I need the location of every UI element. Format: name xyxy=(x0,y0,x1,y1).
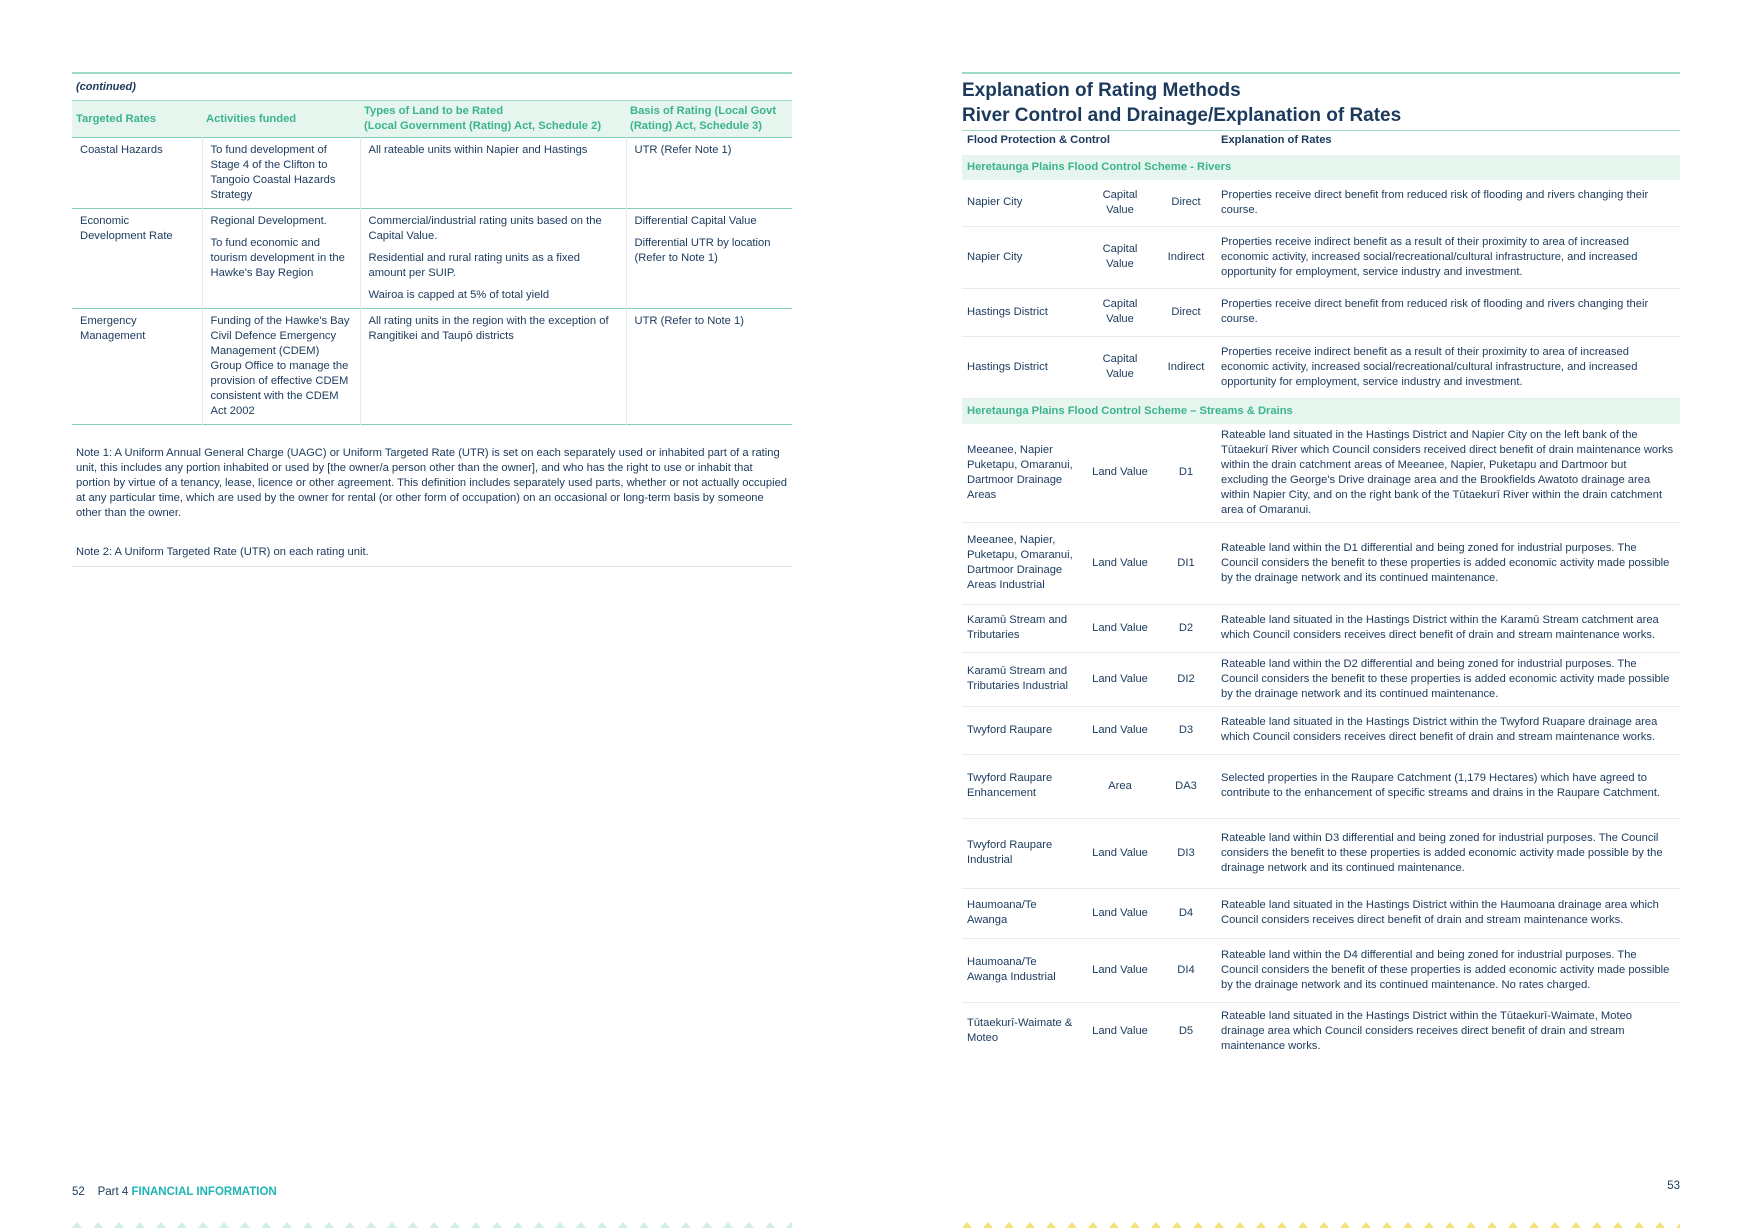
area-name: Hastings District xyxy=(962,288,1084,336)
rating-code: DI4 xyxy=(1156,938,1216,1002)
river-control-table xyxy=(962,128,1680,1060)
rating-value: Land Value xyxy=(1092,1024,1148,1037)
explanation: Rateable land within the D2 differential and being zoned for industrial purposes. The Council considers the benefit to these properties is added economic activity made possible by the drainage network and its continued maintenance. xyxy=(1216,652,1680,706)
area-name: Twyford Raupare xyxy=(962,706,1084,754)
explanation: Rateable land situated in the Hastings District within the Karamū Stream catchment area which Council considers receives direct benefit of drain and stream maintenance works. xyxy=(1216,604,1680,652)
header-targeted-rates: Targeted Rates xyxy=(72,101,202,138)
header-basis-line2: (Rating) Act, Schedule 3) xyxy=(630,120,762,132)
table-row xyxy=(962,754,1680,818)
explanation: Properties receive direct benefit from reduced risk of flooding and rivers changing their course. xyxy=(1216,180,1680,226)
table-row xyxy=(962,938,1680,1002)
note-1: Note 1: A Uniform Annual General Charge (UAGC) or Uniform Targeted Rate (UTR) is set on each separately used or inhabited part of a rating unit, this includes any portion inhabited or used by [the owner/a person other than the owner], and who has the right to use or inhabit that portion by virtue of a tenancy, lease, licence or other agreement. This definition includes separately used parts, whether or not actually occupied at any particular time, which are used by the owner for rental (or other form of occupation) on an occasional or long-term basis by someone other than the owner. xyxy=(76,447,788,519)
table-row xyxy=(962,1002,1680,1060)
rating-code: Direct xyxy=(1156,180,1216,226)
rating-code: D2 xyxy=(1156,604,1216,652)
header-basis-line1: Basis of Rating (Local Govt xyxy=(630,105,777,117)
rating-value: Land Value xyxy=(1084,604,1156,652)
header-types-of-land-line2: (Local Government (Rating) Act, Schedule 2) xyxy=(364,120,602,132)
rating-value: Capital Value xyxy=(1084,288,1156,336)
header-activities-funded: Activities funded xyxy=(202,101,360,138)
rating-code: DI1 xyxy=(1156,522,1216,604)
rating-value: Land Value xyxy=(1084,522,1156,604)
explanation: Rateable land within D3 differential and being zoned for industrial purposes. The Council considers the benefit to these properties is added economic activity made possible by the drainage network and its continued maintenance. xyxy=(1216,818,1680,888)
explanation: Selected properties in the Raupare Catchment (1,179 Hectares) which have agreed to contribute to the enhancement of specific streams and drains in the Raupare Catchment. xyxy=(1216,754,1680,818)
rating-code: DI2 xyxy=(1156,652,1216,706)
rating-code: Indirect xyxy=(1156,226,1216,288)
title-block xyxy=(962,72,1680,131)
table-row xyxy=(72,209,792,309)
left-page xyxy=(72,0,792,1229)
rating-code: D1 xyxy=(1156,424,1216,523)
land-text: All rateable units within Napier and Hastings xyxy=(368,144,588,156)
page-title: Explanation of Rating Methods xyxy=(962,80,1241,101)
targeted-rate-cell: Emergency Management xyxy=(80,315,146,342)
activities-text: To fund economic and tourism development in the Hawke's Bay Region xyxy=(210,237,345,279)
area-name: Napier City xyxy=(962,226,1084,288)
header-types-of-land-line1: Types of Land to be Rated xyxy=(364,105,504,117)
table-row xyxy=(962,522,1680,604)
basis-text: Differential UTR by location (Refer to Note 1) xyxy=(634,237,771,264)
activities-text: To fund development of Stage 4 of the Clifton to Tangoio Coastal Hazards Strategy xyxy=(210,144,336,201)
footer-part: Part 4 xyxy=(97,1186,129,1198)
area-name: Twyford Raupare Industrial xyxy=(962,818,1084,888)
rating-value: Capital Value xyxy=(1084,226,1156,288)
footer-left xyxy=(72,1186,277,1198)
section-header-rivers: Heretaunga Plains Flood Control Scheme - Rivers xyxy=(962,155,1680,180)
basis-cell xyxy=(626,309,792,425)
rating-value: Land Value xyxy=(1084,706,1156,754)
land-cell xyxy=(360,209,626,309)
table-row xyxy=(962,818,1680,888)
table-row xyxy=(72,138,792,209)
area-name: Karamū Stream and Tributaries Industrial xyxy=(962,652,1084,706)
land-text: Wairoa is capped at 5% of total yield xyxy=(368,289,550,301)
land-text: Commercial/industrial rating units based on the Capital Value. xyxy=(368,215,602,242)
area-name: Haumoana/Te Awanga Industrial xyxy=(962,938,1084,1002)
table-row xyxy=(962,336,1680,398)
area-name: Napier City xyxy=(962,180,1084,226)
table-row xyxy=(962,180,1680,226)
targeted-rate-cell: Economic Development Rate xyxy=(80,215,173,242)
explanation: Rateable land situated in the Hastings District within the Tūtaekurī-Waimate, Moteo drainage area which Council considers receives direct benefit of drain and stream maintenance works. xyxy=(1221,1009,1633,1052)
activities-text: Funding of the Hawke's Bay Civil Defence Emergency Management (CDEM) Group Office to manage the provision of effective CDEM consistent with the CDEM Act 2002 xyxy=(210,315,350,417)
basis-cell xyxy=(626,138,792,209)
footer-right xyxy=(1667,1180,1680,1192)
explanation: Properties receive indirect benefit as a result of their proximity to area of increased economic activity, increased social/recreational/cultural infrastructure, and increased opportunity for employment, service industry and investment. xyxy=(1216,226,1680,288)
rating-value: Capital Value xyxy=(1084,180,1156,226)
rating-value: Land Value xyxy=(1084,818,1156,888)
land-text: Residential and rural rating units as a fixed amount per SUIP. xyxy=(368,252,580,279)
page-number: 52 xyxy=(72,1186,85,1198)
rating-value: Land Value xyxy=(1084,652,1156,706)
rating-code: D5 xyxy=(1178,1024,1194,1037)
land-cell xyxy=(360,138,626,209)
rating-value: Land Value xyxy=(1084,424,1156,523)
land-text: All rating units in the region with the exception of Rangitikei and Taupō districts xyxy=(368,315,609,342)
activities-cell xyxy=(202,209,360,309)
targeted-rate-cell: Coastal Hazards xyxy=(80,144,163,156)
table-row xyxy=(962,706,1680,754)
area-name: Tūtaekurī-Waimate & Moteo xyxy=(967,1017,1073,1045)
rating-code: D4 xyxy=(1156,888,1216,938)
rating-value: Capital Value xyxy=(1084,336,1156,398)
page-number: 53 xyxy=(1667,1180,1680,1192)
table-row xyxy=(962,888,1680,938)
decorative-border-left xyxy=(72,1222,792,1229)
table-row xyxy=(962,288,1680,336)
basis-cell xyxy=(626,209,792,309)
area-name: Hastings District xyxy=(962,336,1084,398)
rating-code: Indirect xyxy=(1156,336,1216,398)
rating-code: D3 xyxy=(1156,706,1216,754)
land-cell xyxy=(360,309,626,425)
header-explanation: Explanation of Rates xyxy=(1221,134,1332,146)
table-row xyxy=(962,226,1680,288)
rating-value: Area xyxy=(1084,754,1156,818)
header-flood-protection: Flood Protection & Control xyxy=(967,134,1110,146)
rating-value: Land Value xyxy=(1084,888,1156,938)
rating-code: Direct xyxy=(1156,288,1216,336)
decorative-border-right xyxy=(962,1222,1680,1229)
targeted-rates-table xyxy=(72,72,792,425)
basis-text: UTR (Refer to Note 1) xyxy=(634,315,744,327)
area-name: Meeanee, Napier Puketapu, Omaranui, Dartmoor Drainage Areas xyxy=(962,424,1084,523)
continued-label: (continued) xyxy=(76,81,136,93)
area-name: Karamū Stream and Tributaries xyxy=(962,604,1084,652)
footer-section: FINANCIAL INFORMATION xyxy=(131,1186,277,1198)
note-2: Note 2: A Uniform Targeted Rate (UTR) on each rating unit. xyxy=(72,545,792,567)
explanation: Rateable land within the D1 differential and being zoned for industrial purposes. The Council considers the benefit to these properties is added economic activity made possible by the drainage network and its continued maintenance. xyxy=(1216,522,1680,604)
notes-section xyxy=(72,446,792,567)
header-types-of-land xyxy=(360,101,626,138)
table-row xyxy=(962,652,1680,706)
right-page xyxy=(962,0,1680,1229)
activities-cell xyxy=(202,309,360,425)
table-row xyxy=(962,424,1680,523)
section-header-streams: Heretaunga Plains Flood Control Scheme – Streams & Drains xyxy=(962,398,1680,424)
explanation: Rateable land situated in the Hastings District within the Twyford Ruapare drainage area which Council considers receives direct benefit of drain and stream maintenance works. xyxy=(1216,706,1680,754)
explanation: Rateable land situated in the Hastings District and Napier City on the left bank of the Tūtaekurī River which Council considers received direct benefit of drain maintenance works within the drain catchment areas of Meeanee, Napier, Puketapu and Dartmoor but excluding the George's Drive drainage area and the Brookfields Awatoto drainage area within Napier City, and on the right bank of the Tūtaekurī River within the drain catchment area of Omaranui. xyxy=(1216,424,1680,523)
explanation: Rateable land within the D4 differential and being zoned for industrial purposes. The Council considers the benefit of these properties is added economic activity made possible by the drainage network and its continued maintenance. No rates charged. xyxy=(1216,938,1680,1002)
activities-text: Regional Development. xyxy=(210,215,327,227)
rating-value: Land Value xyxy=(1084,938,1156,1002)
rating-code: DA3 xyxy=(1156,754,1216,818)
table-row xyxy=(962,604,1680,652)
header-basis-of-rating xyxy=(626,101,792,138)
explanation: Rateable land situated in the Hastings District within the Haumoana drainage area which Council considers receives direct benefit of drain and stream maintenance works. xyxy=(1216,888,1680,938)
basis-text: Differential Capital Value xyxy=(634,215,757,227)
page-subtitle: River Control and Drainage/Explanation of Rates xyxy=(962,103,1680,131)
basis-text: UTR (Refer Note 1) xyxy=(634,144,732,156)
area-name: Twyford Raupare Enhancement xyxy=(962,754,1084,818)
activities-cell xyxy=(202,138,360,209)
explanation: Properties receive indirect benefit as a result of their proximity to area of increased economic activity, increased social/recreational/cultural infrastructure, and increased opportunity for employment, service industry and investment. xyxy=(1216,336,1680,398)
explanation: Properties receive direct benefit from reduced risk of flooding and rivers changing their course. xyxy=(1216,288,1680,336)
area-name: Haumoana/Te Awanga xyxy=(962,888,1084,938)
area-name: Meeanee, Napier, Puketapu, Omaranui, Dartmoor Drainage Areas Industrial xyxy=(962,522,1084,604)
table-row xyxy=(72,309,792,425)
rating-code: DI3 xyxy=(1156,818,1216,888)
